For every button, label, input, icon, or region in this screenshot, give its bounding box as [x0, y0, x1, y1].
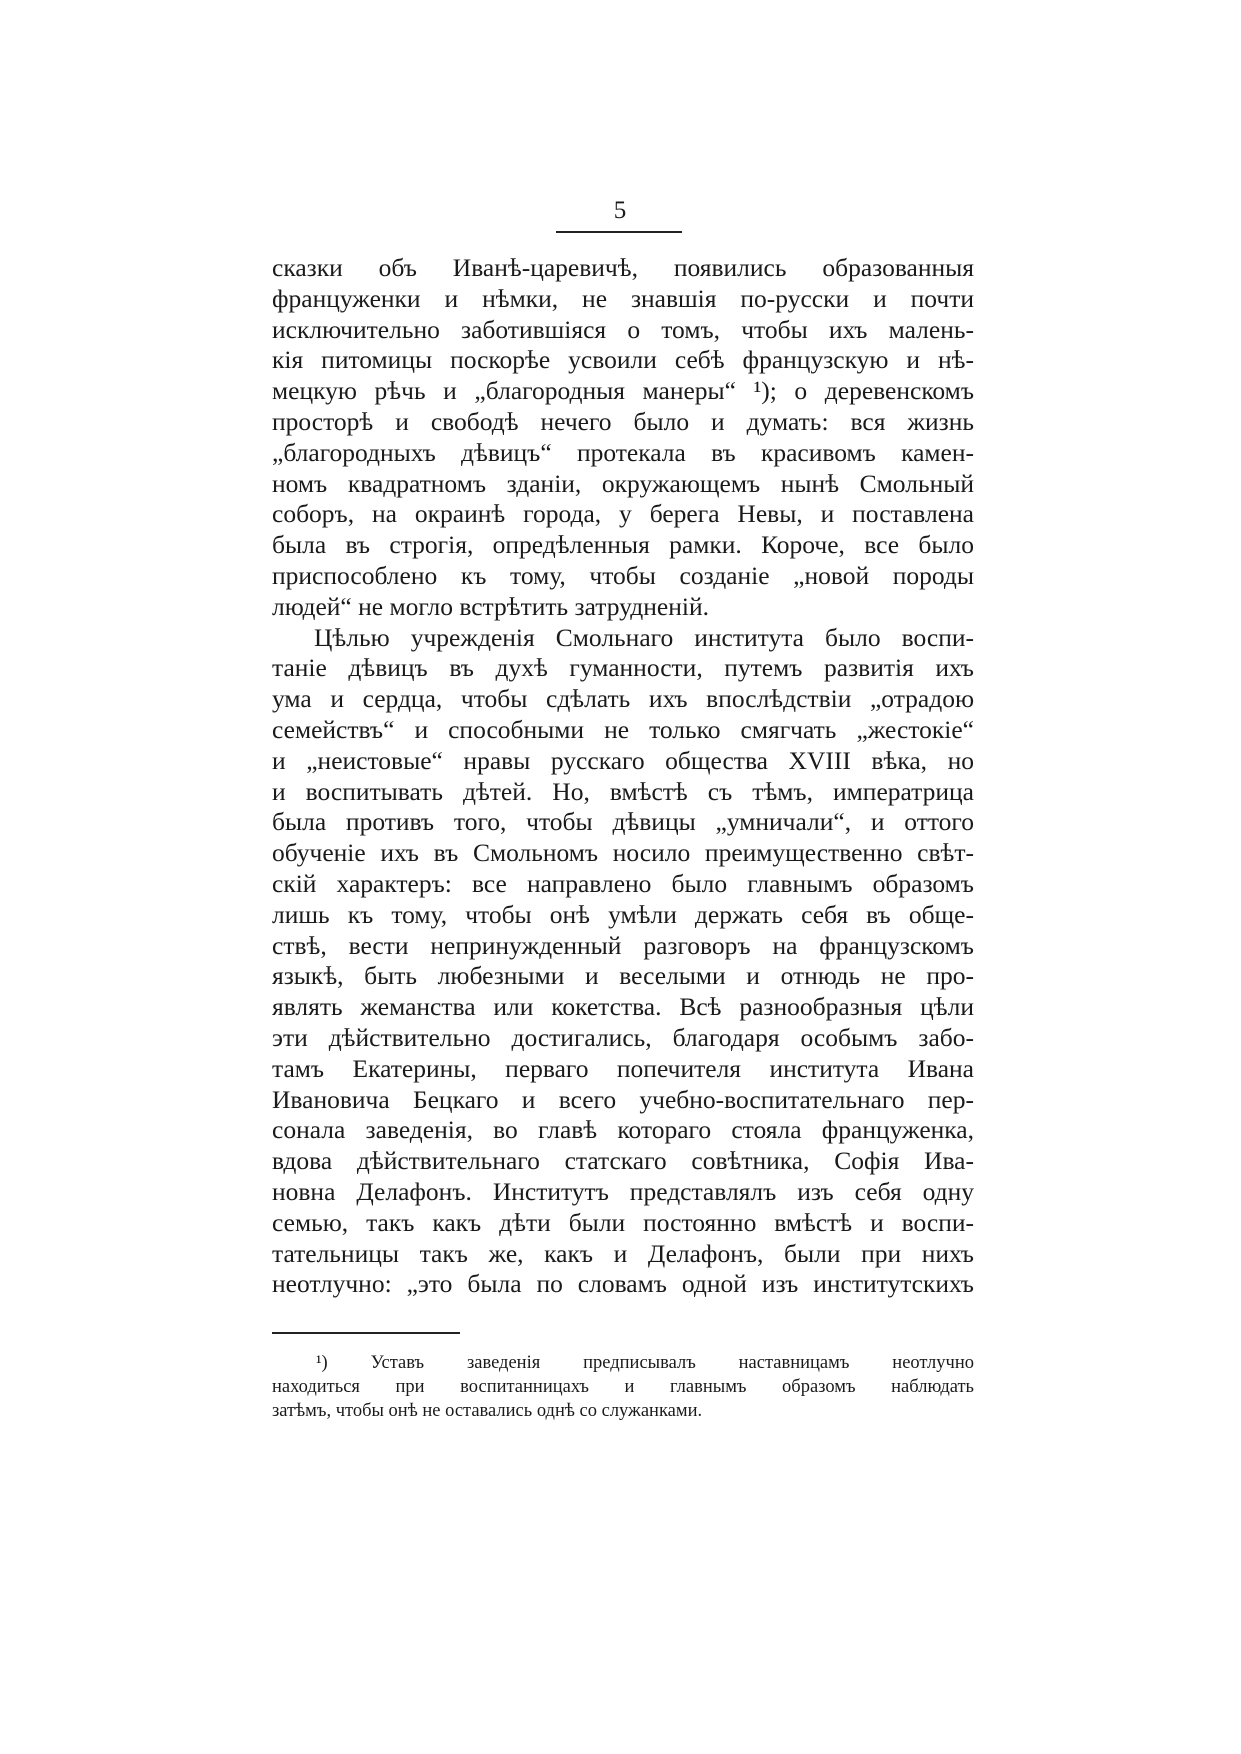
text-line: сонала заведенія, во главѣ котораго стояла француженка, [272, 1115, 974, 1145]
text-line: Ивановича Бецкаго и всего учебно-воспитательнаго пер- [272, 1084, 974, 1114]
text-line: обученіе ихъ въ Смольномъ носило преимущественно свѣт- [272, 838, 974, 868]
text-line: исключительно заботившіяся о томъ, чтобы ихъ малень- [272, 314, 974, 344]
text-line: лишь къ тому, чтобы онѣ умѣли держать себя въ обще- [272, 899, 974, 929]
text-line: француженки и нѣмки, не знавшія по-русски и почти [272, 283, 974, 313]
text-line: языкѣ, быть любезными и веселыми и отнюдь не про- [272, 961, 974, 991]
body-text [272, 253, 974, 1300]
text-line: приспособлено къ тому, чтобы созданіе „новой породы [272, 560, 974, 590]
text-line: просторѣ и свободѣ нечего было и думать: вся жизнь [272, 406, 974, 436]
text-line: „благородныхъ дѣвицъ“ протекала въ красивомъ камен- [272, 437, 974, 467]
text-line: семействъ“ и способными не только смягчать „жестокіе“ [272, 714, 974, 744]
footnote-line: затѣмъ, чтобы онѣ не оставались однѣ со служанками. [272, 1401, 703, 1421]
text-line: новна Делафонъ. Институтъ представлялъ изъ себя одну [272, 1176, 974, 1206]
text-line: была противъ того, чтобы дѣвицы „умничали“, и оттого [272, 807, 974, 837]
text-line: тамъ Екатерины, перваго попечителя института Ивана [272, 1053, 974, 1083]
text-line: Цѣлью учрежденія Смольнаго института было воспи- [314, 622, 974, 652]
text-line: семью, такъ какъ дѣти были постоянно вмѣстѣ и воспи- [272, 1207, 974, 1237]
text-line: и „неистовые“ нравы русскаго общества XVIII вѣка, но [272, 745, 974, 775]
text-line: скій характеръ: все направлено было главнымъ образомъ [272, 868, 974, 898]
text-line: вдова дѣйствительнаго статскаго совѣтника, Софія Ива- [272, 1146, 974, 1176]
footnote-line: находиться при воспитанницахъ и главнымъ образомъ наблюдать [272, 1377, 974, 1397]
text-line: номъ квадратномъ зданіи, окружающемъ нынѣ Смольный [272, 468, 974, 498]
footnote [272, 1351, 974, 1423]
footnote-line: ¹) Уставъ заведенія предписывалъ наставницамъ неотлучно [316, 1353, 974, 1373]
text-line: тательницы такъ же, какъ и Делафонъ, были при нихъ [272, 1238, 974, 1268]
text-line: людей“ не могло встрѣтить затрудненій. [272, 591, 709, 621]
text-line: являть жеманства или кокетства. Всѣ разнообразныя цѣли [272, 992, 974, 1022]
text-line: эти дѣйствительно достигались, благодаря особымъ забо- [272, 1022, 974, 1052]
text-line: таніе дѣвицъ въ духѣ гуманности, путемъ развитія ихъ [272, 653, 974, 683]
text-line: неотлучно: „это была по словамъ одной изъ институтскихъ [272, 1269, 974, 1299]
text-line: сказки объ Иванѣ-царевичѣ, появились образованныя [272, 253, 974, 282]
text-line: кія питомицы поскорѣе усвоили себѣ французскую и нѣ- [272, 345, 974, 375]
footnote-rule [272, 1332, 460, 1334]
text-line: и воспитывать дѣтей. Но, вмѣстѣ съ тѣмъ, императрица [272, 776, 974, 806]
text-line: соборъ, на окраинѣ города, у берега Невы, и поставлена [272, 499, 974, 529]
text-line: ума и сердца, чтобы сдѣлать ихъ впослѣдствіи „отрадою [272, 684, 974, 714]
text-line: мецкую рѣчь и „благородныя манеры“ ¹); о деревенскомъ [272, 376, 974, 406]
text-line: была въ строгія, опредѣленныя рамки. Короче, все было [272, 530, 974, 560]
text-line: ствѣ, вести непринужденный разговоръ на французскомъ [272, 930, 974, 960]
page-number: 5 [613, 197, 627, 224]
header-rule [556, 231, 682, 233]
